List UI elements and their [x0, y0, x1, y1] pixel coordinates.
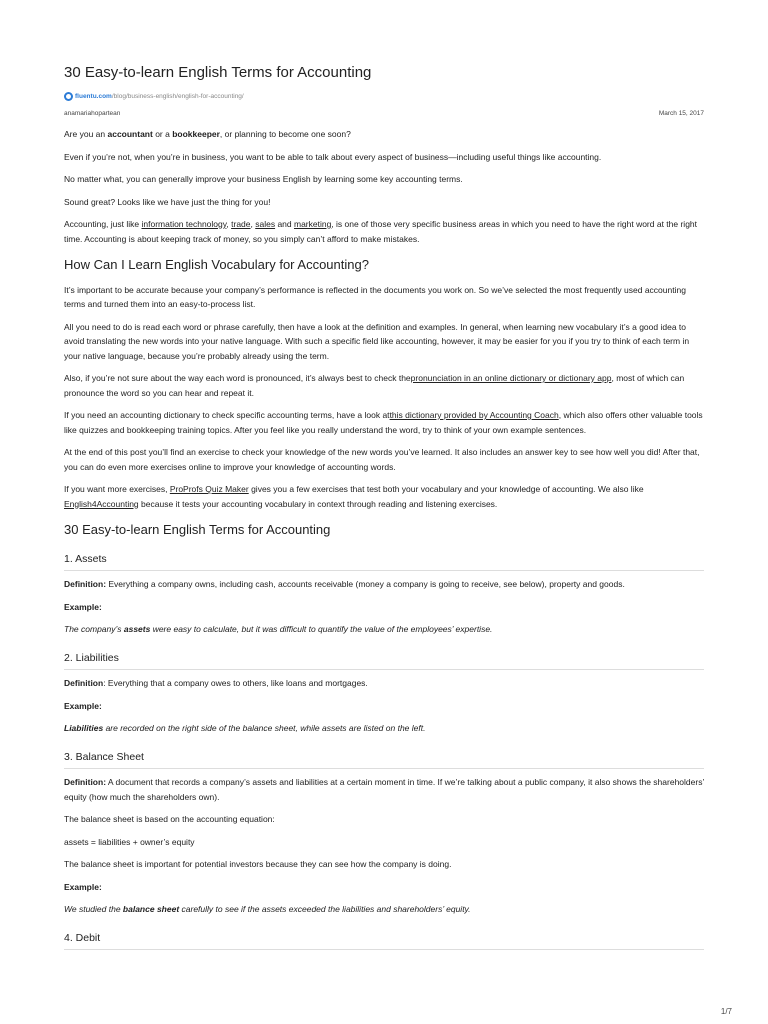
intro-p1: Are you an accountant or a bookkeeper, or planning to become one soon? — [64, 129, 351, 139]
example-text: We studied the balance sheet carefully to see if the assets exceeded the liabilities and shareholders’ equity. — [64, 904, 471, 914]
section-heading-terms: 30 Easy-to-learn English Terms for Accounting — [64, 522, 331, 537]
link-sales[interactable]: sales — [255, 219, 276, 229]
section1-p2: All you need to do is read each word or phrase carefully, then have a look at the definition and examples. In general, when learning new vocabulary it’s a good idea to avoid translating the new words into your native language. With such a specific field like accounting, however, it may be easier for you if you try to think of each term in your native language, because you’re probably already using the term. — [64, 321, 690, 361]
term-heading: 2. Liabilities — [64, 651, 704, 671]
example-label: Example: — [64, 601, 102, 612]
section1-p1: It’s important to be accurate because your company’s performance is reflected in the documents you work on. So we’ve selected the most frequently used accounting terms and turned them into an easy-to-process list. — [64, 284, 686, 309]
example-label: Example: — [64, 700, 102, 711]
author: anamariahopartean — [64, 110, 121, 117]
page-title: 30 Easy-to-learn English Terms for Accounting — [64, 64, 372, 81]
link-proprofs[interactable]: ProProfs Quiz Maker — [169, 484, 249, 494]
date: March 15, 2017 — [658, 110, 704, 117]
section1-p5: At the end of this post you’ll find an exercise to check your knowledge of the new words you’ve learned. It also includes an answer key to see how well you did! After that, you can do even more exercises online to improve your knowledge of accounting words. — [64, 447, 700, 472]
term-liabilities — [64, 651, 704, 736]
link-english4accounting[interactable]: English4Accounting — [64, 498, 139, 509]
link-marketing[interactable]: marketing — [293, 219, 332, 229]
meta-line — [64, 110, 704, 117]
source-line — [64, 92, 244, 101]
example-text: The company’s assets were easy to calculate, but it was difficult to quantify the value of the employees’ expertise. — [64, 624, 493, 634]
term-debit — [64, 931, 704, 951]
section1-p6: If you want more exercises, ProProfs Quiz Maker gives you a few exercises that test both your vocabulary and your knowledge of accounting. We also like English4Accounting because it tests your accounting vocabulary in context through reading and listening exercises. — [64, 484, 644, 509]
intro-p2: Even if you’re not, when you’re in business, you want to be able to talk about every aspect of business—including useful things like accounting. — [64, 151, 602, 162]
accounting-equation: assets = liabilities + owner’s equity — [64, 836, 195, 847]
article-body — [64, 127, 704, 950]
balance-sheet-p2: The balance sheet is based on the accounting equation: — [64, 814, 275, 824]
term-balance-sheet — [64, 750, 704, 917]
fluentu-logo-icon — [64, 92, 73, 101]
definition: Definition: A document that records a company’s assets and liabilities at a certain moment in time. If we’re talking about a public company, it also shows the shareholders’ equity (how much the shareholders own). — [64, 777, 705, 802]
section1-p3: Also, if you’re not sure about the way each word is pronounced, it’s always best to check thepronunciation in an online dictionary or dictionary app, most of which can pronounce the word so you can hear and repeat it. — [64, 373, 685, 398]
intro-p3: No matter what, you can generally improve your business English by learning some key accounting terms. — [64, 174, 463, 184]
source-path[interactable]: /blog/business-english/english-for-accounting/ — [111, 93, 244, 100]
term-heading: 1. Assets — [64, 552, 704, 572]
link-pronunciation[interactable]: pronunciation in an online dictionary or dictionary app — [410, 373, 612, 383]
link-trade[interactable]: trade — [231, 219, 251, 229]
page-number: 1/7 — [720, 1007, 732, 1016]
term-assets — [64, 552, 704, 637]
section-heading-learn: How Can I Learn English Vocabulary for Accounting? — [64, 257, 369, 272]
balance-sheet-p4: The balance sheet is important for potential investors because they can see how the company is doing. — [64, 859, 452, 869]
example-text: Liabilities are recorded on the right side of the balance sheet, while assets are listed on the left. — [64, 723, 426, 733]
term-heading: 3. Balance Sheet — [64, 750, 704, 770]
source-domain[interactable]: fluentu.com — [75, 93, 112, 100]
link-accounting-coach[interactable]: this dictionary provided by Accounting Coach — [389, 410, 559, 420]
term-heading: 4. Debit — [64, 931, 704, 951]
intro-p5: Accounting, just like information technology, trade, sales and marketing, is one of those very specific business areas in which you need to have the right word at the right time. Accounting is about keeping track of money, so you simply can’t afford to make mistakes. — [64, 219, 698, 244]
example-label: Example: — [64, 881, 102, 892]
intro-p4: Sound great? Looks like we have just the thing for you! — [64, 196, 271, 207]
link-information-technology[interactable]: information technology — [141, 219, 227, 229]
section1-p4: If you need an accounting dictionary to check specific accounting terms, have a look atthis dictionary provided by Accounting Coach, which also offers other valuable tools like quizzes and bookkeeping training topics. After you feel like you really understand the word, try to think of your own example sentences. — [64, 410, 703, 435]
definition: Definition: Everything that a company owes to others, like loans and mortgages. — [64, 678, 368, 688]
definition: Definition: Everything a company owns, including cash, accounts receivable (money a company is going to receive, see below), property and goods. — [64, 579, 625, 589]
